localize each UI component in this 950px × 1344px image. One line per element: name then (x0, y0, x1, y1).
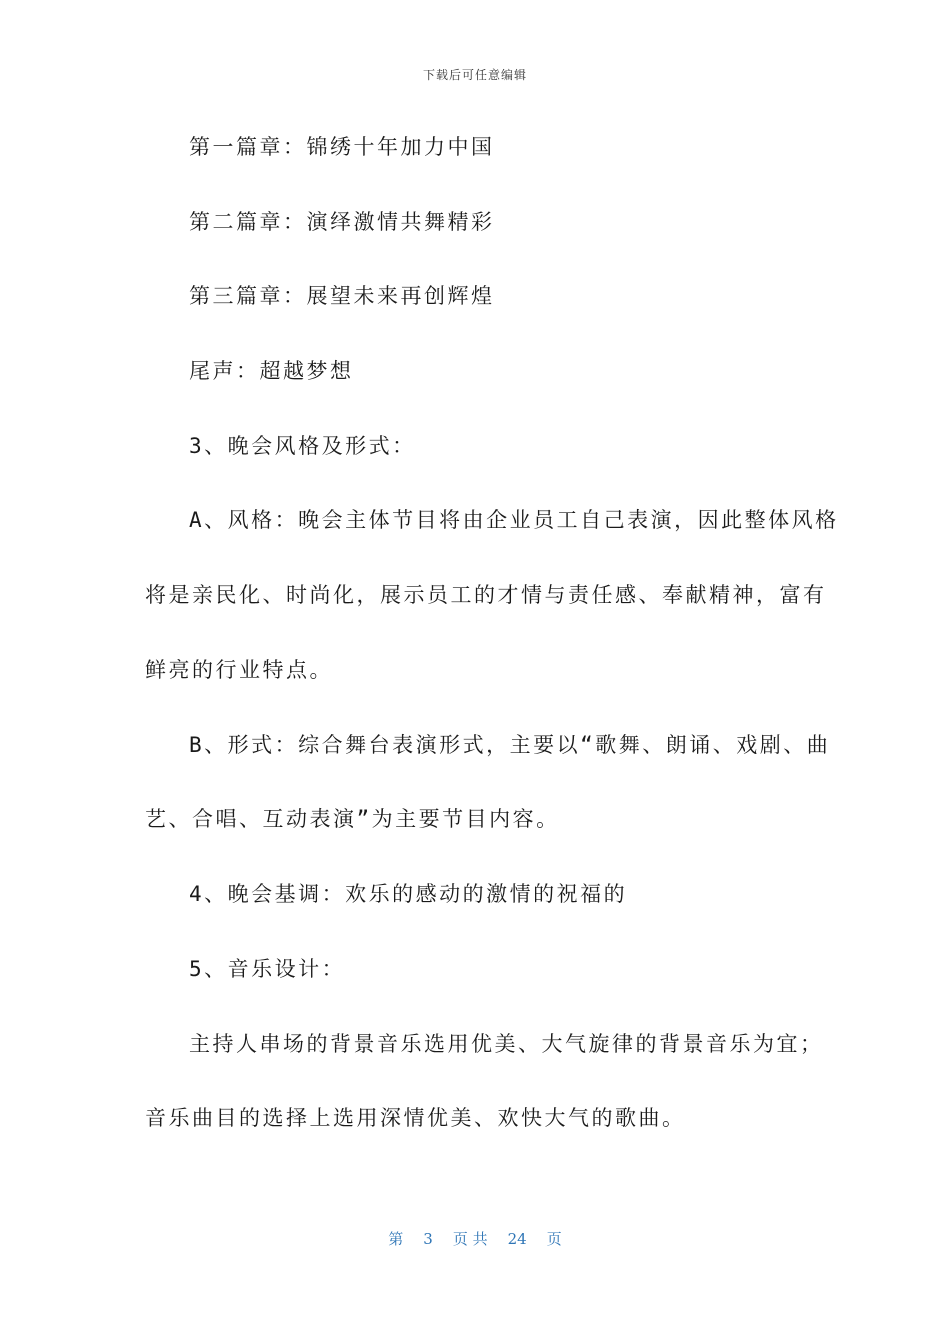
paragraph-line: A、风格：晚会主体节目将由企业员工自己表演，因此整体风格 (189, 508, 839, 532)
footer-suffix: 页 (546, 1230, 562, 1248)
footer-prefix: 第 (388, 1230, 404, 1248)
paragraph-line: 音乐曲目的选择上选用深情优美、欢快大气的歌曲。 (145, 1106, 686, 1130)
current-page-number: 3 (423, 1230, 433, 1248)
total-pages-number: 24 (507, 1230, 527, 1248)
page-footer (0, 1228, 950, 1249)
paragraph-line: 主持人串场的背景音乐选用优美、大气旋律的背景音乐为宜； (189, 1032, 824, 1056)
paragraph-line: 第一篇章：锦绣十年加力中国 (189, 135, 495, 159)
paragraph-line: 3、晚会风格及形式： (189, 434, 416, 458)
paragraph-line: 将是亲民化、时尚化，展示员工的才情与责任感、奉献精神，富有 (145, 583, 827, 607)
paragraph-line: 鲜亮的行业特点。 (145, 658, 333, 682)
footer-middle: 页 共 (452, 1230, 488, 1248)
paragraph-line: 第二篇章：演绎激情共舞精彩 (189, 210, 495, 234)
paragraph-line: 5、音乐设计： (189, 957, 346, 981)
paragraph-line: 4、晚会基调：欢乐的感动的激情的祝福的 (189, 882, 628, 906)
paragraph-line: B、形式：综合舞台表演形式，主要以“歌舞、朗诵、戏剧、曲 (189, 733, 831, 757)
header-note: 下载后可任意编辑 (422, 68, 527, 82)
paragraph-line: 尾声：超越梦想 (189, 359, 354, 383)
paragraph-line: 第三篇章：展望未来再创辉煌 (189, 284, 495, 308)
paragraph-line: 艺、合唱、互动表演”为主要节目内容。 (145, 807, 560, 831)
